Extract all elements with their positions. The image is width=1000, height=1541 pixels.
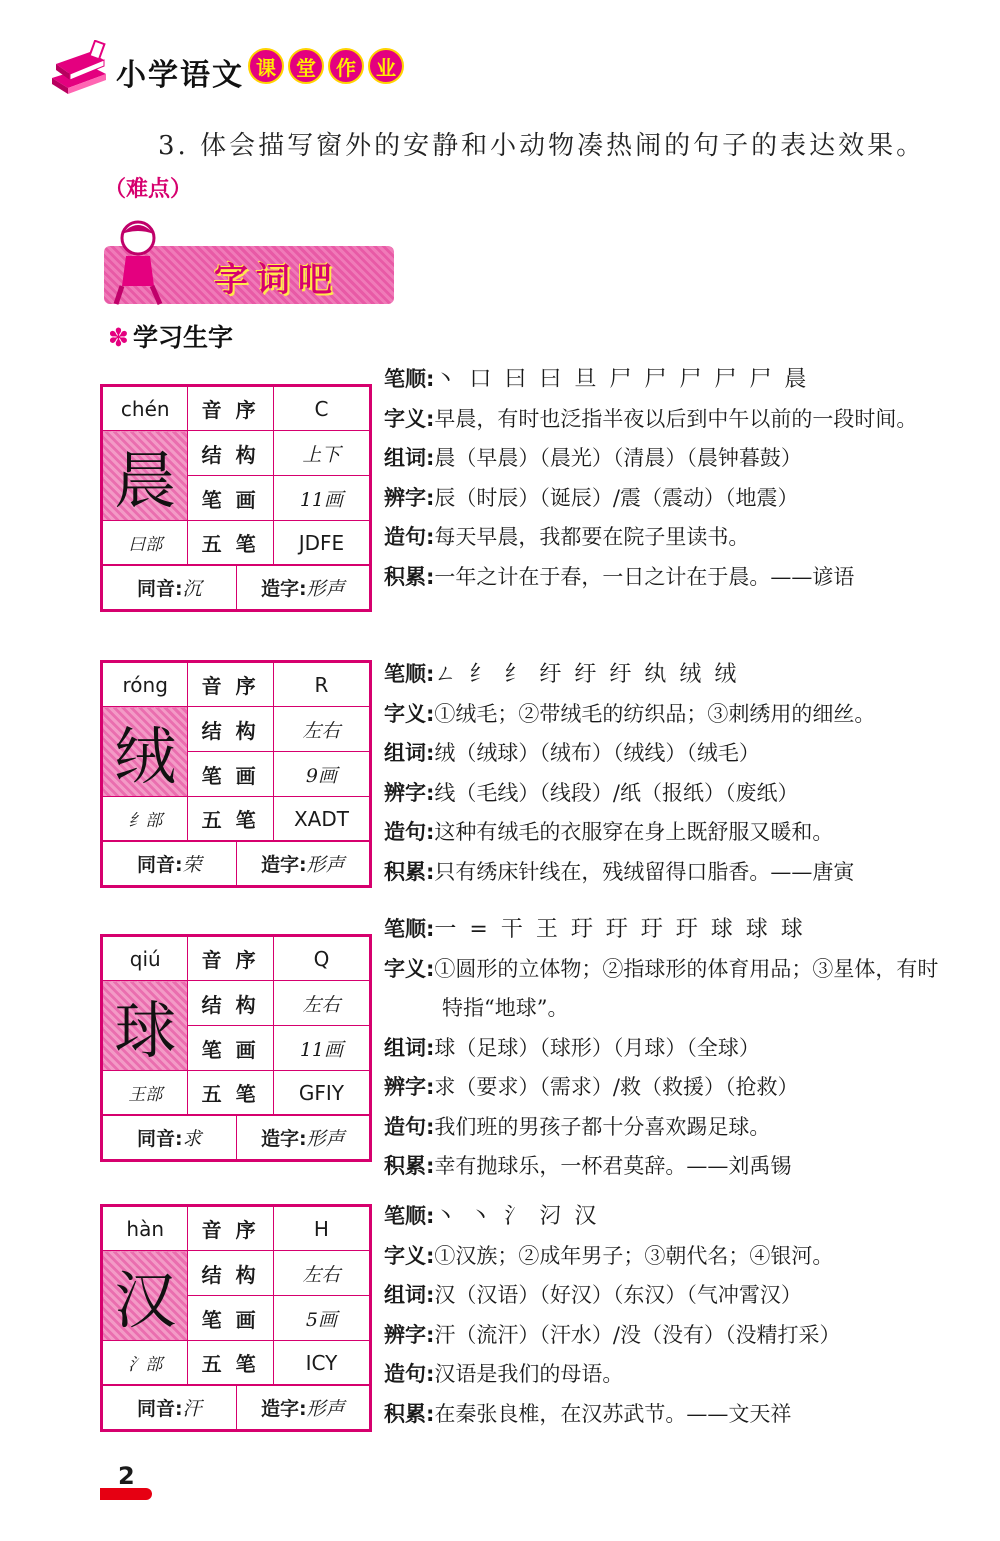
formation-cell (236, 566, 370, 610)
pinyin: róng (103, 663, 188, 707)
meaning-value: ①圆形的立体物；②指球形的体育用品；③星体，有时特指“地球”。 (434, 956, 939, 1020)
meaning-row (384, 695, 944, 735)
meaning-row (384, 950, 944, 1029)
example-sentence-row (384, 813, 944, 853)
character-table (102, 662, 370, 841)
stroke-order-value: 丶 丶 氵 汈 汉 (434, 1204, 600, 1229)
badge-1: 课 (248, 48, 284, 84)
formation-cell (236, 1386, 370, 1430)
strokes-value: 11画 (273, 1026, 369, 1071)
homophone-cell (103, 1386, 237, 1430)
character-card (100, 1204, 372, 1432)
strokes-label: 笔画 (188, 752, 273, 797)
stroke-order-label: 笔顺: (384, 917, 435, 941)
character-footer (102, 565, 370, 610)
formation-cell (236, 842, 370, 886)
badge-3: 作 (328, 48, 364, 84)
pinyin: hàn (103, 1207, 188, 1251)
accumulation-value: 幸有抛球乐，一杯君莫辞。——刘禹锡 (434, 1154, 792, 1178)
homophone-label: 同音: (136, 854, 183, 876)
accumulation-row (384, 1147, 944, 1187)
example-sentence-row (384, 518, 944, 558)
accumulation-label: 积累: (384, 1154, 435, 1178)
words-label: 组词: (384, 446, 435, 470)
structure-label: 结构 (188, 431, 273, 476)
difficulty-tag: （难点） (104, 177, 193, 202)
big-character: 绒 (103, 707, 188, 797)
accumulation-value: 只有绣床针线在，残绒留得口脂香。——唐寅 (434, 859, 855, 884)
character-footer (102, 1115, 370, 1160)
page-number (100, 1462, 152, 1502)
formation-value: 形声 (306, 1398, 345, 1420)
distinguish-label: 辨字: (384, 780, 435, 805)
accumulation-row (384, 1395, 944, 1435)
section-banner (104, 216, 394, 306)
words-row (384, 1276, 944, 1316)
example-sentence-value: 汉语是我们的母语。 (434, 1362, 624, 1386)
example-sentence-row (384, 1108, 944, 1148)
formation-value: 形声 (306, 854, 345, 876)
example-sentence-row (384, 1355, 944, 1395)
words-value: 晨（早晨）（晨光）（清晨）（晨钟暮鼓） (434, 446, 802, 470)
example-sentence-value: 我们班的男孩子都十分喜欢踢足球。 (434, 1114, 771, 1139)
words-value: 绒（绒球）（绒布）（绒线）（绒毛） (434, 741, 760, 765)
meaning-row (384, 1237, 944, 1277)
distinguish-label: 辨字: (384, 1075, 435, 1099)
meaning-row (384, 400, 944, 440)
radical: 纟部 (103, 797, 188, 841)
strokes-label: 笔画 (188, 1296, 273, 1341)
character-info (384, 910, 944, 1187)
distinguish-value: 求（要求）（需求）/救（救援）（抢救） (434, 1075, 799, 1099)
stroke-order-row (384, 655, 944, 695)
wubi-value: GFIY (273, 1071, 369, 1115)
meaning-value: 早晨，有时也泛指半夜以后到中午以前的一段时间。 (434, 406, 918, 431)
words-label: 组词: (384, 741, 435, 765)
words-label: 组词: (384, 1035, 435, 1060)
stroke-order-row (384, 360, 944, 400)
formation-cell (236, 1116, 370, 1160)
character-card (100, 660, 372, 888)
wubi-value: XADT (273, 797, 369, 841)
pinyin: chén (103, 387, 188, 431)
books-icon (48, 40, 110, 100)
words-label: 组词: (384, 1283, 435, 1307)
accumulation-value: 在秦张良椎，在汉苏武节。——文天祥 (434, 1401, 792, 1426)
words-row (384, 439, 944, 479)
strokes-label: 笔画 (188, 1026, 273, 1071)
structure-value: 左右 (273, 707, 369, 752)
stroke-order-value: 丶 口 曰 曰 旦 尸 尸 尸 尸 尸 晨 (434, 367, 810, 392)
strokes-label: 笔画 (188, 476, 273, 521)
accumulation-row (384, 853, 944, 893)
formation-value: 形声 (306, 578, 345, 600)
character-info (384, 1197, 944, 1434)
character-table (102, 386, 370, 565)
structure-label: 结构 (188, 707, 273, 752)
character-card (100, 384, 372, 612)
example-sentence-label: 造句: (384, 525, 435, 549)
distinguish-row (384, 479, 944, 519)
distinguish-value: 汗（流汗）（汗水）/没（没有）（没精打采） (434, 1322, 841, 1347)
order-label: 音序 (188, 663, 273, 707)
radical: 曰部 (103, 521, 188, 565)
big-character: 汉 (103, 1251, 188, 1341)
example-sentence-value: 每天早晨，我都要在院子里读书。 (434, 525, 750, 549)
words-value: 球（足球）（球形）（月球）（全球） (434, 1035, 760, 1060)
big-character: 晨 (103, 431, 188, 521)
meaning-value: ①汉族；②成年男子；③朝代名；④银河。 (434, 1243, 834, 1268)
order-label: 音序 (188, 1207, 273, 1251)
structure-value: 上下 (273, 431, 369, 476)
order-value: H (273, 1207, 369, 1251)
formation-value: 形声 (306, 1128, 345, 1150)
order-label: 音序 (188, 387, 273, 431)
stroke-order-label: 笔顺: (384, 1204, 435, 1228)
homophone-cell (103, 566, 237, 610)
subheading-text: 学习生字 (132, 323, 233, 352)
pinyin: qiú (103, 937, 188, 981)
radical: 氵部 (103, 1341, 188, 1385)
distinguish-value: 辰（时辰）（诞辰）/震（震动）（地震） (434, 485, 799, 510)
character-footer (102, 1385, 370, 1430)
badge-4: 业 (368, 48, 404, 84)
accumulation-value: 一年之计在于春，一日之计在于晨。——谚语 (434, 564, 855, 589)
example-sentence-value: 这种有绒毛的衣服穿在身上既舒服又暖和。 (434, 820, 834, 844)
badge-2: 堂 (288, 48, 324, 84)
stroke-order-row (384, 910, 944, 950)
stroke-order-label: 笔顺: (384, 367, 435, 391)
structure-value: 左右 (273, 981, 369, 1026)
order-value: C (273, 387, 369, 431)
meaning-label: 字义: (384, 701, 435, 726)
page-number-text: 2 (118, 1462, 135, 1490)
series-title: 小学语文 (116, 58, 244, 93)
distinguish-label: 辨字: (384, 1322, 435, 1347)
big-character: 球 (103, 981, 188, 1071)
series-badges (248, 48, 404, 84)
asterisk-icon: ✽ (108, 323, 129, 352)
header (48, 40, 468, 100)
structure-label: 结构 (188, 1251, 273, 1296)
words-row (384, 734, 944, 774)
structure-value: 左右 (273, 1251, 369, 1296)
accumulation-label: 积累: (384, 564, 435, 589)
meaning-label: 字义: (384, 406, 435, 431)
example-sentence-label: 造句: (384, 820, 435, 844)
strokes-value: 5画 (273, 1296, 369, 1341)
distinguish-value: 线（毛线）（线段）/纸（报纸）（废纸） (434, 780, 799, 805)
distinguish-row (384, 1316, 944, 1356)
example-sentence-label: 造句: (384, 1362, 435, 1386)
order-label: 音序 (188, 937, 273, 981)
wubi-label: 五笔 (188, 1071, 273, 1115)
formation-label: 造字: (260, 854, 307, 876)
order-value: R (273, 663, 369, 707)
kid-icon (108, 216, 172, 306)
character-info (384, 655, 944, 892)
stroke-order-row (384, 1197, 944, 1237)
learning-objective: 3. 体会描写窗外的安静和小动物凑热闹的句子的表达效果。 (158, 131, 926, 161)
accumulation-label: 积累: (384, 1401, 435, 1426)
homophone-cell (103, 842, 237, 886)
words-row (384, 1029, 944, 1069)
distinguish-label: 辨字: (384, 485, 435, 510)
structure-label: 结构 (188, 981, 273, 1026)
character-table (102, 1206, 370, 1385)
strokes-value: 9画 (273, 752, 369, 797)
formation-label: 造字: (260, 578, 307, 600)
order-value: Q (273, 937, 369, 981)
strokes-value: 11画 (273, 476, 369, 521)
wubi-value: ICY (273, 1341, 369, 1385)
character-table (102, 936, 370, 1115)
section-title: 字词吧 (214, 260, 340, 300)
words-value: 汉（汉语）（好汉）（东汉）（气冲霄汉） (434, 1283, 802, 1307)
stroke-order-label: 笔顺: (384, 662, 435, 686)
wubi-value: JDFE (273, 521, 369, 565)
meaning-label: 字义: (384, 1243, 435, 1268)
homophone-label: 同音: (136, 1128, 183, 1150)
homophone-value: 沉 (182, 578, 202, 600)
character-footer (102, 841, 370, 886)
homophone-label: 同音: (136, 578, 183, 600)
distinguish-row (384, 1068, 944, 1108)
wubi-label: 五笔 (188, 521, 273, 565)
meaning-label: 字义: (384, 956, 435, 981)
meaning-value: ①绒毛；②带绒毛的纺织品；③刺绣用的细丝。 (434, 701, 876, 726)
homophone-value: 汗 (182, 1398, 202, 1420)
subheading (108, 318, 233, 354)
accumulation-label: 积累: (384, 859, 435, 884)
homophone-cell (103, 1116, 237, 1160)
formation-label: 造字: (260, 1128, 307, 1150)
character-info (384, 360, 944, 597)
distinguish-row (384, 774, 944, 814)
example-sentence-label: 造句: (384, 1114, 435, 1139)
character-card (100, 934, 372, 1162)
stroke-order-value: 一 = 干 王 玗 玗 玗 玗 球 球 球 (434, 917, 806, 942)
homophone-value: 荣 (182, 854, 202, 876)
radical: 王部 (103, 1071, 188, 1115)
homophone-label: 同音: (136, 1398, 183, 1420)
formation-label: 造字: (260, 1398, 307, 1420)
accumulation-row (384, 558, 944, 598)
wubi-label: 五笔 (188, 1341, 273, 1385)
stroke-order-value: ㄥ 纟 纟 纡 纡 纡 纨 绒 绒 (434, 662, 740, 687)
homophone-value: 求 (182, 1128, 202, 1150)
wubi-label: 五笔 (188, 797, 273, 841)
